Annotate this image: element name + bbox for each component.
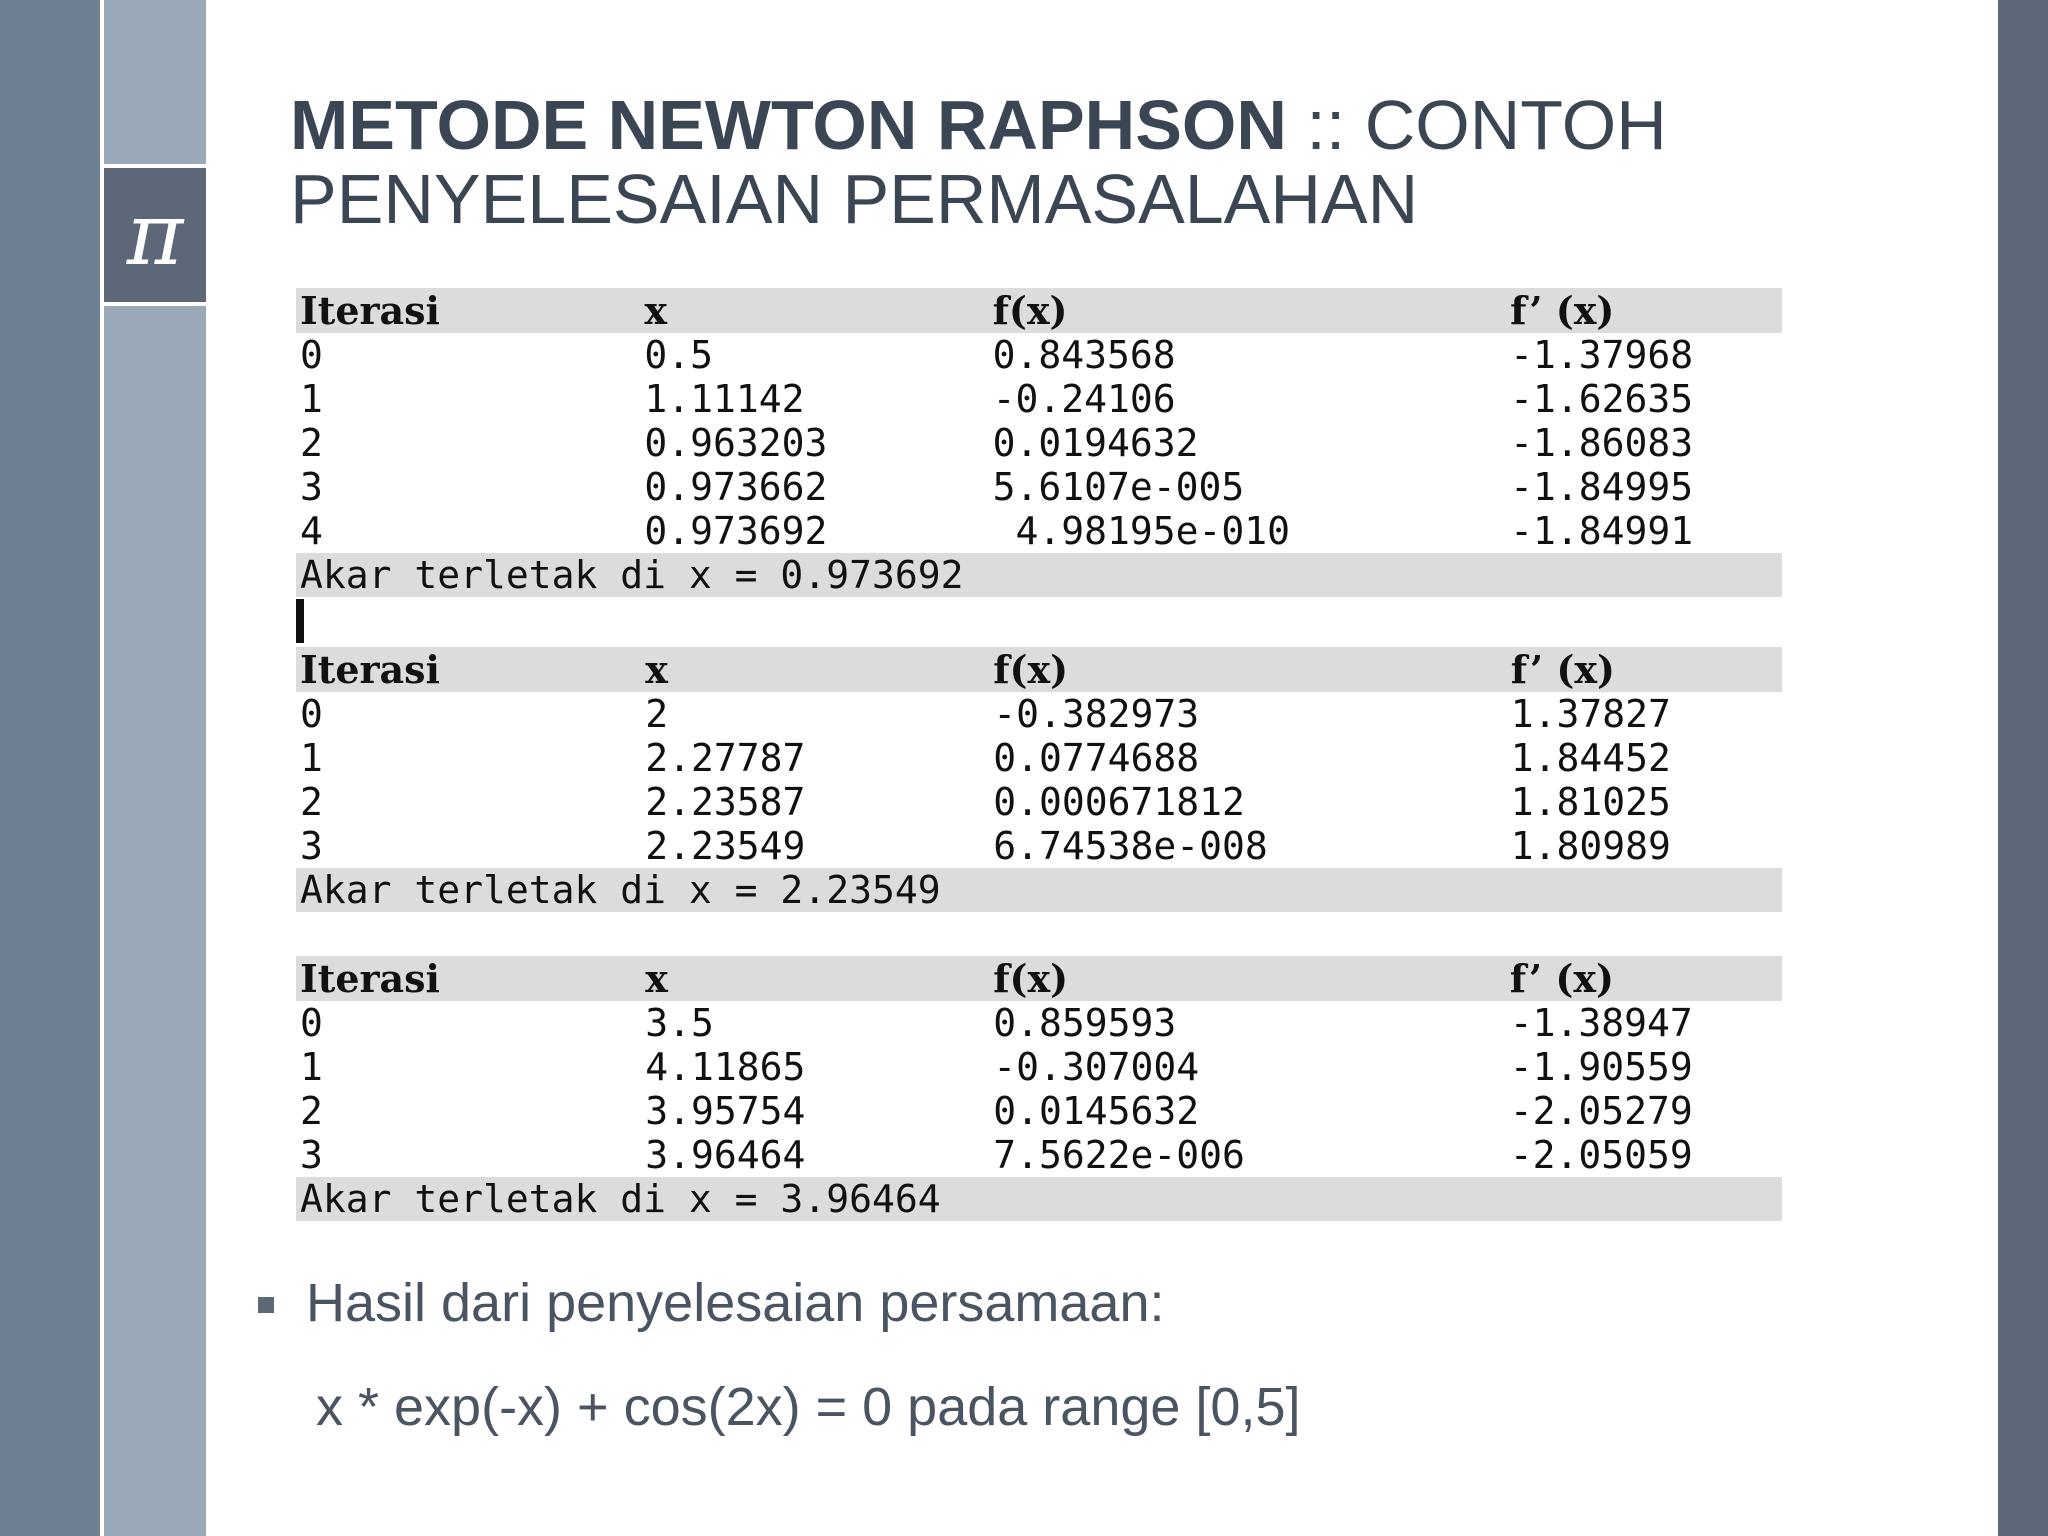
cell: 0	[300, 692, 323, 736]
cell: 0.963203	[644, 421, 828, 465]
table-row	[296, 736, 1782, 780]
result-row	[296, 1177, 1782, 1221]
cell: 3.96464	[645, 1133, 806, 1177]
table-row	[296, 333, 1782, 377]
cell: 1.80989	[1510, 824, 1671, 868]
cell: -1.84991	[1510, 509, 1694, 553]
cell: 0.0194632	[992, 421, 1199, 465]
table-header-row	[296, 647, 1782, 692]
cell: 0.973662	[644, 465, 828, 509]
bullet-text: Hasil dari penyelesaian persamaan:	[306, 1273, 1165, 1333]
header-iterasi: Iterasi	[296, 288, 640, 333]
cell: 1	[300, 736, 323, 780]
cell: 2	[300, 421, 323, 465]
cell: 3	[300, 824, 323, 868]
table-header-row	[296, 956, 1782, 1001]
table-row	[296, 1133, 1782, 1177]
cell: 4.11865	[645, 1045, 806, 1089]
cell: -1.37968	[1510, 333, 1694, 377]
table-row	[296, 1001, 1782, 1045]
header-dfx: f’ (x)	[1506, 288, 1782, 333]
result-row	[296, 553, 1782, 597]
header-fx: f(x)	[989, 288, 1507, 333]
cell: 0	[300, 333, 323, 377]
cell: -1.38947	[1509, 1001, 1693, 1045]
cell: 4	[300, 509, 323, 553]
result-row	[296, 868, 1782, 912]
cell: 1.37827	[1510, 692, 1671, 736]
result-text: Akar terletak di x = 0.973692	[296, 553, 1782, 597]
cell: 2.23587	[645, 780, 806, 824]
cell: -1.90559	[1509, 1045, 1693, 1089]
header-fx: f(x)	[989, 647, 1507, 692]
cell: -1.86083	[1510, 421, 1694, 465]
table-row	[296, 465, 1782, 509]
cell: 0.859593	[993, 1001, 1177, 1045]
header-iterasi: Iterasi	[296, 647, 641, 692]
cell: 1.81025	[1510, 780, 1671, 824]
table-header-row	[296, 288, 1782, 333]
result-text: Akar terletak di x = 2.23549	[296, 868, 1782, 912]
cell: 2.27787	[645, 736, 806, 780]
table-row	[296, 780, 1782, 824]
cell: 2.23549	[645, 824, 806, 868]
table-row	[296, 824, 1782, 868]
cell: 0.973692	[644, 509, 828, 553]
header-iterasi: Iterasi	[296, 956, 641, 1001]
cell: -0.382973	[993, 692, 1200, 736]
cell: 3.95754	[645, 1089, 806, 1133]
cell: -2.05279	[1509, 1089, 1693, 1133]
cell: -0.307004	[993, 1045, 1200, 1089]
cell: 2	[300, 780, 323, 824]
text-cursor	[296, 599, 304, 643]
header-dfx: f’ (x)	[1507, 647, 1782, 692]
table-row	[296, 509, 1782, 553]
table-row	[296, 421, 1782, 465]
iteration-table-1	[296, 288, 1782, 597]
cell: 2	[645, 692, 669, 736]
cell: 1.84452	[1510, 736, 1671, 780]
table-row	[296, 692, 1782, 736]
left-band	[0, 0, 100, 1536]
iteration-table-2	[296, 647, 1782, 912]
cell: 6.74538e-008	[993, 824, 1268, 868]
header-x: x	[640, 288, 988, 333]
cell: 0.0145632	[993, 1089, 1200, 1133]
cell: 3	[300, 465, 323, 509]
header-fx: f(x)	[989, 956, 1506, 1001]
header-x: x	[641, 647, 989, 692]
cell: 0.000671812	[993, 780, 1245, 824]
cell: -2.05059	[1509, 1133, 1693, 1177]
equation-text: x * exp(-x) + cos(2x) = 0 pada range [0,5]	[316, 1377, 1301, 1437]
cell: 2	[300, 1089, 323, 1133]
cell: 0.0774688	[993, 736, 1200, 780]
slide-title	[290, 88, 1790, 236]
header-dfx: f’ (x)	[1506, 956, 1782, 1001]
cell: 1	[300, 1045, 323, 1089]
cell: 3.5	[645, 1001, 714, 1045]
table-row	[296, 377, 1782, 421]
cell: 7.5622e-006	[993, 1133, 1245, 1177]
table-gap	[296, 912, 1782, 956]
cell: 1	[300, 377, 323, 421]
right-band	[1998, 0, 2048, 1536]
pi-icon: π	[104, 164, 206, 306]
result-text: Akar terletak di x = 3.96464	[296, 1177, 1782, 1221]
iteration-table-3	[296, 956, 1782, 1221]
cell: 0.5	[644, 333, 713, 377]
table-row	[296, 1089, 1782, 1133]
cell: 0	[300, 1001, 323, 1045]
cell: 0.843568	[992, 333, 1176, 377]
cell: -1.62635	[1510, 377, 1694, 421]
cell: 1.11142	[644, 377, 805, 421]
cell: -0.24106	[992, 377, 1176, 421]
cell: 3	[300, 1133, 323, 1177]
cell: -1.84995	[1510, 465, 1694, 509]
cell: 5.6107e-005	[992, 465, 1245, 509]
iteration-tables	[296, 288, 1782, 1221]
bullet-square-icon	[258, 1297, 274, 1313]
header-x: x	[641, 956, 989, 1001]
bullet-item	[258, 1272, 1165, 1334]
table-row	[296, 1045, 1782, 1089]
title-rest: :: CONTOH PENYELESAIAN PERMASALAHAN	[290, 86, 1667, 238]
cell: 4.98195e-010	[992, 509, 1290, 553]
title-bold: METODE NEWTON RAPHSON	[290, 86, 1287, 164]
